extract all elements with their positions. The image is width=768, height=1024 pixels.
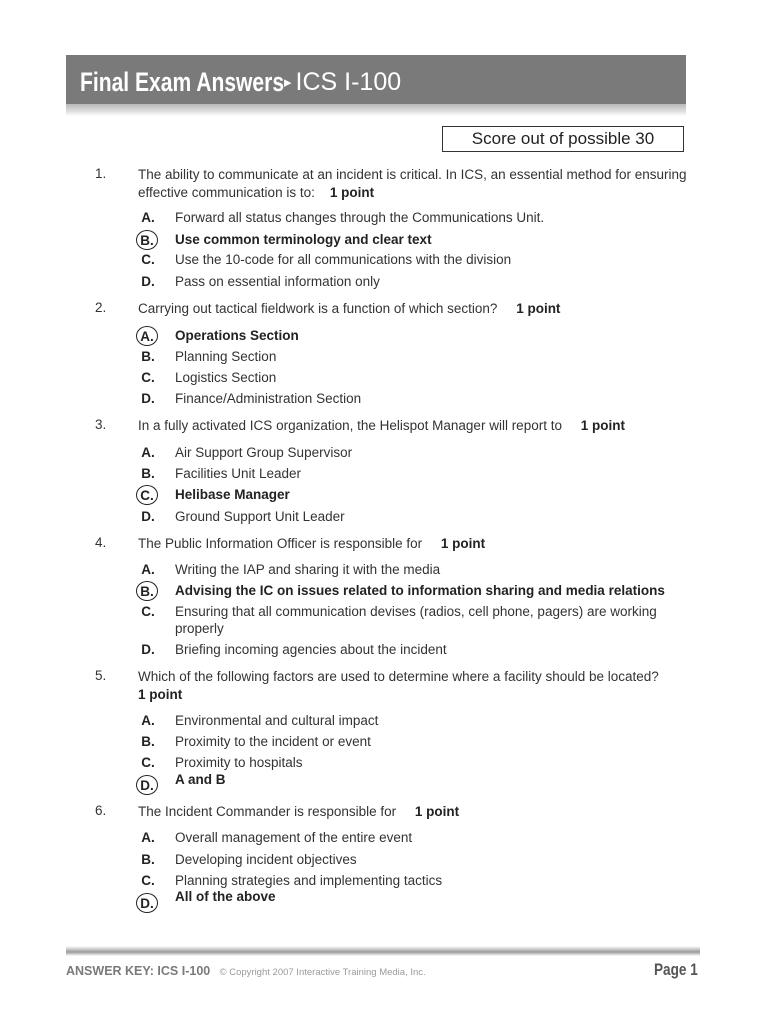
question-text: [138, 300, 698, 318]
correct-option-text: A and B: [175, 772, 226, 787]
option-letter: B.: [141, 348, 155, 364]
question-prompt: Which of the following factors are used to determine where a facility should be located?: [138, 669, 659, 684]
option-text: Ground Support Unit Leader: [175, 509, 345, 524]
option-letter: B.: [141, 733, 155, 749]
option-text: Logistics Section: [175, 370, 277, 385]
question-prompt: In a fully activated ICS organization, the Helispot Manager will report to: [138, 418, 562, 433]
page-subtitle: ICS I-100: [295, 67, 402, 96]
correct-option-letter: A.: [136, 326, 158, 346]
page-title: Final Exam Answers: [80, 66, 285, 97]
option-text: Developing incident objectives: [175, 852, 357, 867]
option-letter: A.: [141, 444, 155, 460]
question-text: [138, 535, 698, 553]
question-number: 2.: [95, 300, 107, 315]
option-text: Facilities Unit Leader: [175, 466, 302, 481]
correct-option-text: Use common terminology and clear text: [175, 232, 432, 247]
correct-option-letter: C.: [136, 485, 158, 505]
question-text: [138, 803, 698, 821]
option-letter: A.: [141, 829, 155, 845]
question-prompt: Carrying out tactical fieldwork is a function of which section?: [138, 301, 498, 316]
question-number: 1.: [95, 166, 107, 181]
option-letter: C.: [141, 872, 155, 888]
option-text: Planning Section: [175, 349, 277, 364]
option-letter: A.: [141, 209, 155, 225]
option-text: Proximity to hospitals: [175, 755, 303, 770]
option-letter: C.: [141, 754, 155, 770]
question-number: 4.: [95, 535, 107, 550]
question-points: 1 point: [138, 687, 183, 702]
option-text: Briefing incoming agencies about the incident: [175, 642, 447, 657]
option-text: Finance/Administration Section: [175, 391, 362, 406]
option-text: Writing the IAP and sharing it with the media: [175, 562, 441, 577]
question-text: [138, 668, 683, 704]
correct-option-text: Advising the IC on issues related to information sharing and media relations: [175, 583, 665, 598]
question-number: 6.: [95, 803, 107, 818]
option-letter: C.: [141, 603, 155, 619]
score-box: Score out of possible 30: [442, 126, 684, 152]
correct-option-text: Operations Section: [175, 328, 299, 343]
option-text: Planning strategies and implementing tactics: [175, 873, 443, 888]
correct-option-letter: B.: [136, 230, 158, 250]
option-text: Environmental and cultural impact: [175, 713, 379, 728]
copyright-text: © Copyright 2007 Interactive Training Media, Inc.: [219, 967, 426, 978]
option-letter: C.: [141, 369, 155, 385]
option-letter: B.: [141, 851, 155, 867]
header-texture: [66, 104, 686, 116]
option-text: Air Support Group Supervisor: [175, 445, 353, 460]
page-header: [80, 64, 401, 100]
question-text: [138, 166, 698, 202]
option-letter: D.: [141, 390, 155, 406]
triangle-right-icon: ▸: [284, 74, 292, 91]
option-letter: A.: [141, 561, 155, 577]
option-text: Proximity to the incident or event: [175, 734, 371, 749]
answer-key-label: ANSWER KEY: ICS I-100: [66, 964, 211, 978]
option-letter: D.: [141, 508, 155, 524]
question-number: 5.: [95, 668, 107, 683]
option-letter: A.: [141, 712, 155, 728]
option-letter: D.: [141, 273, 155, 289]
correct-option-text: All of the above: [175, 889, 276, 904]
option-letter: B.: [141, 465, 155, 481]
footer-divider: [66, 946, 700, 956]
correct-option-letter: B.: [136, 581, 158, 601]
question-prompt: The Public Information Officer is responsible for: [138, 536, 423, 551]
question-number: 3.: [95, 417, 107, 432]
page-number: Page 1: [654, 960, 698, 979]
question-text: [138, 417, 698, 435]
footer-info: [66, 964, 426, 978]
question-points: 1 point: [414, 804, 460, 819]
question-prompt: The ability to communicate at an incident is critical. In ICS, an essential method for ensuring effective communication is to:: [138, 167, 687, 200]
option-text: Overall management of the entire event: [175, 830, 413, 845]
option-letter: C.: [141, 251, 155, 267]
option-text: Use the 10-code for all communications with the division: [175, 252, 512, 267]
question-points: 1 point: [329, 185, 375, 200]
correct-option-letter: D.: [136, 893, 158, 913]
correct-option-letter: D.: [136, 775, 158, 795]
option-text: Pass on essential information only: [175, 274, 380, 289]
correct-option-text: Helibase Manager: [175, 487, 290, 502]
option-letter: D.: [141, 641, 155, 657]
question-points: 1 point: [440, 536, 486, 551]
question-points: 1 point: [580, 418, 625, 433]
option-text: Forward all status changes through the Communications Unit.: [175, 210, 545, 225]
option-text: Ensuring that all communication devises (radios, cell phone, pagers) are working properly: [175, 604, 657, 636]
question-prompt: The Incident Commander is responsible for: [138, 804, 397, 819]
question-points: 1 point: [516, 301, 561, 316]
